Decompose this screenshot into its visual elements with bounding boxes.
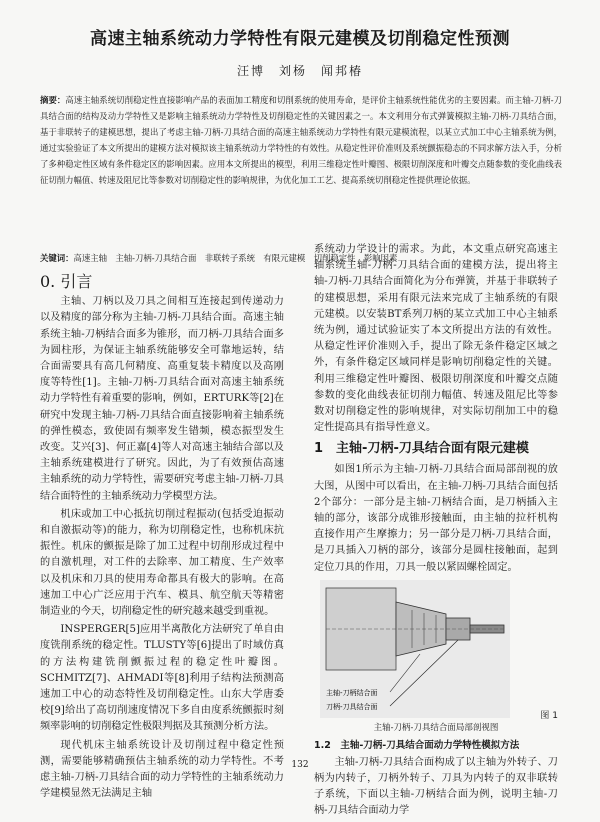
left-column xyxy=(40,274,284,805)
section-1-paragraph: 如图1所示为主轴-刀柄-刀具结合面局部剖视的放大图，从图中可以看出，在主轴-刀柄-刀具结合面包括2个部分：一部分是主轴-刀柄结合面，是刀柄插入主轴的部分，该部分成锥形接触面，由主轴的拉杆机构直接作用产生摩擦力；另一部分是刀柄-刀具结合面，是刀具插入刀柄的部分，该部分是圆柱接触面，起到定位刀具的作用，刀具一般以紧固螺栓固定。 xyxy=(314,464,558,573)
figure-label-holder-tool: 刀柄-刀具结合面 xyxy=(326,702,378,711)
intro-paragraph-2: 机床或加工中心抵抗切削过程振动(包括受迫振动和自激振动等)的能力，称为切削稳定性，也称机床抗振性。机床的颤振是除了加工过程中切削形成过程中的自激机理，对工件的去除率、加工精度、生产效率以及机床和刀具的使用寿命都具有极大的影响。在高速加工中心广泛应用于汽车、模具、航空航天等精密制造业的今天，切削稳定性的研究越来越受到重视。 xyxy=(40,508,284,618)
intro-paragraph-1: 主轴、刀柄以及刀具之间相互连接起到传递动力以及精度的部分称为主轴-刀柄-刀具结合面。高速主轴系统主轴-刀柄结合面多为锥形，而刀柄-刀具结合面多为圆柱形，为保证主轴系统能够安全可靠地运转，结合面需要具有高几何精度、高重复装卡精度以及高刚度等特性[1]。主轴-刀柄-刀具结合面对高速主轴系统动力学特性有着重要的影响，例如，ERTURK等[2]在研究中发现主轴-刀柄-刀具结合面直接影响着主轴系统的弹性模态，致使固有频率发生错频，模态振型发生改变。艾兴[3]、何正嘉[4]等人对高速主轴结合部以及主轴系统建模进行了研究。因此，为了有效预估高速主轴系统的动力学特性，需要研究考虑主轴-刀柄-刀具结合面特性的主轴系统动力学模型方法。 xyxy=(40,296,284,502)
cutting-tool xyxy=(470,625,504,633)
abstract xyxy=(40,92,562,188)
section-1-2-paragraph: 主轴-刀柄-刀具结合面构成了以主轴为外转子、刀柄为内转子，刀柄外转子、刀具为内转子的双非联转子系统，下面以主轴-刀柄结合面为例，说明主轴-刀柄-刀具结合面动力学 xyxy=(314,756,558,817)
spindle-body xyxy=(326,588,396,670)
paper-title: 高速主轴系统动力学特性有限元建模及切削稳定性预测 xyxy=(90,29,510,49)
section-0-heading: 0. 引言 xyxy=(40,272,93,291)
right-column xyxy=(314,242,558,822)
figure-1 xyxy=(314,580,558,732)
page-number: 132 xyxy=(291,760,309,770)
intro-paragraph-4: 现代机床主轴系统设计及切削过程中稳定性预测，需要能够精确预估主轴系统的动力学特性。不考虑主轴-刀柄-刀具结合面的动力学特性的主轴系统动力学建模显然无法满足主轴 xyxy=(40,739,284,800)
intro-paragraph-5: 系统动力学设计的需求。为此，本文重点研究高速主轴系统主轴-刀柄-刀具结合面的建模方法，提出将主轴-刀柄-刀具结合面简化为分布弹簧，并基于非联转子的建模思想，采用有限元法来完成了主轴系统的有限元建模。以安装BT系列刀柄的某立式加工中心主轴系统为例，通过试验证实了本文所提出方法的有效性。从稳定性评价准则入手，提出了除无条件稳定区域之外，有条件稳定区域同样是影响切削稳定性的关键。利用三维稳定性叶瓣图、极限切削深度和叶瓣交点随参数的变化曲线表征切削力幅值、转速及阻尼比等参数对切削稳定性的影响规律，对实际切削加工中的稳定性提高具有指导性意义。 xyxy=(314,244,558,434)
section-1-2-heading: 1.2 主轴-刀柄-刀具结合面动力学特性模拟方法 xyxy=(314,739,520,751)
spindle-section-drawing xyxy=(320,580,510,718)
abstract-text: 高速主轴系统切削稳定性直接影响产品的表面加工精度和切削系统的使用寿命，是评价主轴系统性能优劣的主要因素。而主轴-刀柄-刀具结合面的结构及动力学特性又是影响主轴系统动力学特性及切削稳定性的关键因素之一。本文利用分布式弹簧模拟主轴-刀柄-刀具结合面，基于非联转子的建模思想，提出了考虑主轴-刀柄-刀具结合面的高速主轴系统动力学特性有限元建模流程，以某立式加工中心主轴系统为例，通过实验验证了本文所提出的建模方法对模拟该主轴系统动力学特性的有效性。从稳定性评价准则及系统颤振稳态的不同求解方法入手，分析了多种稳定性区域有条件稳定区的影响因素。应用本文所提出的模型，利用三维稳定性叶瓣图、极限切削深度和叶瓣交点随参数的变化曲线表征切削力幅值、转速及阻尼比等参数对切削稳定性的影响规律，为优化加工工艺、提高系统切削稳定性提供理论依据。 xyxy=(40,95,562,185)
figure-label-spindle-holder: 主轴-刀柄结合面 xyxy=(326,688,378,697)
section-1-heading: 1 主轴-刀柄-刀具结合面有限元建模 xyxy=(314,441,529,457)
figure-caption: 主轴-刀柄-刀具结合面局部剖视图 xyxy=(373,722,499,733)
keywords-label: 关键词： xyxy=(40,253,74,263)
keywords-text: 高速主轴 主轴-刀柄-刀具结合面 非联转子系统 有限元建模 切削稳定性 影响因素 xyxy=(73,253,398,263)
authors: 汪博 刘杨 闻邦椿 xyxy=(236,64,363,78)
figure-number: 图 1 xyxy=(540,710,558,721)
abstract-label: 摘要： xyxy=(40,95,66,105)
intro-paragraph-3: INSPERGER[5]应用半离散化方法研究了单自由度铣削系统的稳定性。TLUSTY等[6]提出了时域仿真的方法构建铣削颤振过程的稳定性叶瓣图。SCHMITZ[7]、AHMADI等[8]利用子结构法预测高速加工中心的动态特性及切削稳定性。山东大学唐委校[9]给出了高切削速度情况下多自由度系统颤振时刻频率影响的切削稳定性极限判据及其预测分析方法。 xyxy=(40,624,284,733)
